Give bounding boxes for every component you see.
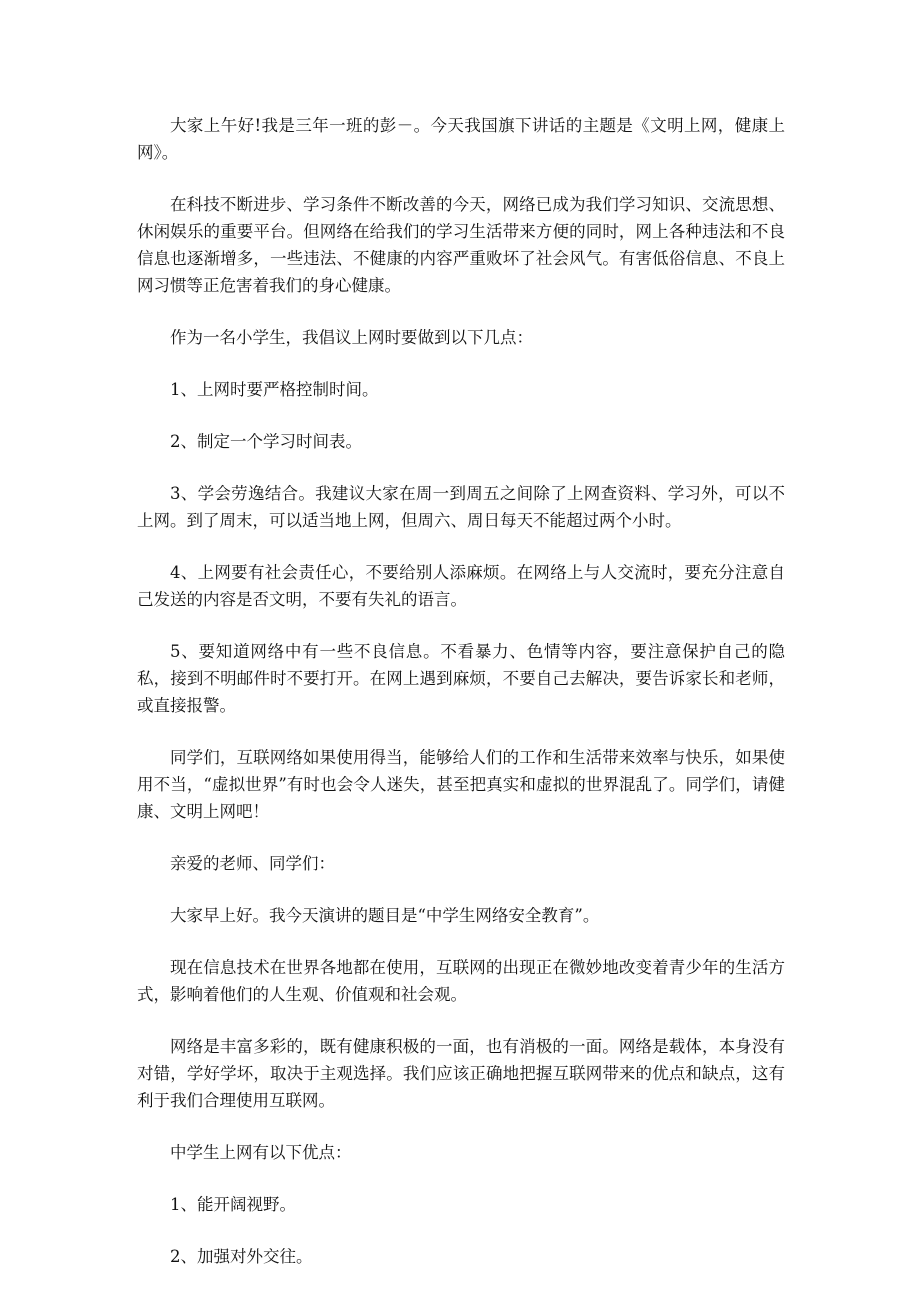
paragraph-intro: 在科技不断进步、学习条件不断改善的今天，网络已成为我们学习知识、交流思想、休闲娱乐的重要平台。但网络在给我们的学习生活带来方便的同时，网上各种违法和不良信息也逐渐增多，一些违法、不健康的内容严重败坏了社会风气。有害低俗信息、不良上网习惯等正危害着我们的身心健康。 xyxy=(137,195,785,295)
paragraph-salutation: 亲爱的老师、同学们： xyxy=(170,854,335,873)
list-item-5: 5、要知道网络中有一些不良信息。不看暴力、色情等内容，要注意保护自己的隐私，接到不明邮件时不要打开。在网上遇到麻烦，不要自己去解决，要告诉家长和老师，或直接报警。 xyxy=(137,642,785,715)
list-item-2: 2、制定一个学习时间表。 xyxy=(170,432,362,451)
advantage-item-2: 2、加强对外交往。 xyxy=(170,1247,313,1266)
paragraph-greeting: 大家上午好!我是三年一班的彭－。今天我国旗下讲话的主题是《文明上网，健康上网》。 xyxy=(137,116,785,162)
list-item-4: 4、上网要有社会责任心，不要给别人添麻烦。在网络上与人交流时，要充分注意自己发送的内容是否文明，不要有失礼的语言。 xyxy=(137,563,785,609)
paragraph-proposal: 作为一名小学生，我倡议上网时要做到以下几点： xyxy=(170,328,533,347)
advantage-item-1: 1、能开阔视野。 xyxy=(170,1195,296,1214)
paragraph-context: 现在信息技术在世界各地都在使用，互联网的出现正在微妙地改变着青少年的生活方式，影响着他们的人生观、价值观和社会观。 xyxy=(137,958,785,1004)
list-item-1: 1、上网时要严格控制时间。 xyxy=(170,380,379,399)
paragraph-speech-title: 大家早上好。我今天演讲的题目是“中学生网络安全教育”。 xyxy=(170,906,600,925)
document-body xyxy=(137,112,785,1295)
paragraph-network-nature: 网络是丰富多彩的，既有健康积极的一面，也有消极的一面。网络是载体，本身没有对错，学好学坏，取决于主观选择。我们应该正确地把握互联网带来的优点和缺点，这有利于我们合理使用互联网。 xyxy=(137,1037,785,1110)
paragraph-advantages-heading: 中学生上网有以下优点： xyxy=(170,1143,352,1162)
paragraph-conclusion: 同学们，互联网络如果使用得当，能够给人们的工作和生活带来效率与快乐，如果使用不当，“虚拟世界”有时也会令人迷失，甚至把真实和虚拟的世界混乱了。同学们，请健康、文明上网吧！ xyxy=(137,748,785,821)
list-item-3: 3、学会劳逸结合。我建议大家在周一到周五之间除了上网查资料、学习外，可以不上网。到了周末，可以适当地上网，但周六、周日每天不能超过两个小时。 xyxy=(137,484,785,530)
